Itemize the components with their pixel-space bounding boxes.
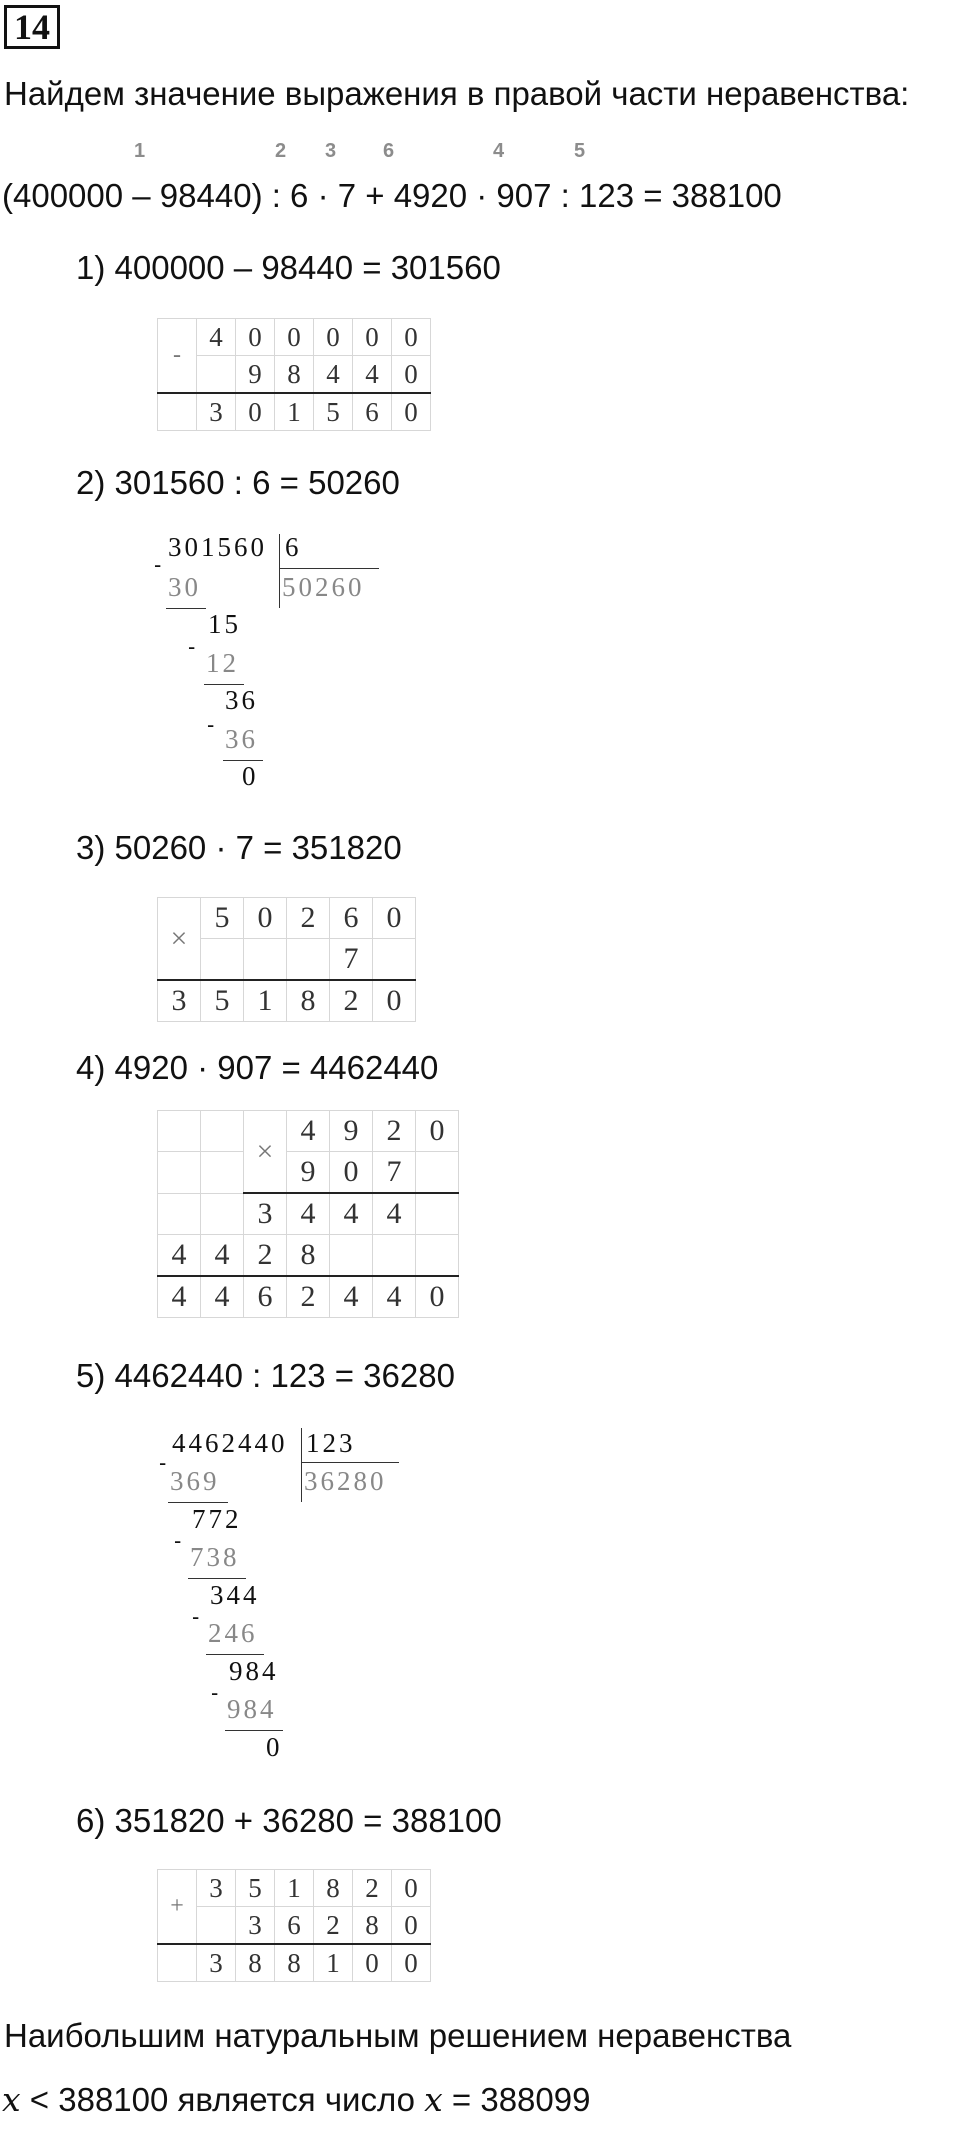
partial-digit: 4: [201, 1235, 244, 1277]
minus-sign: -: [207, 712, 215, 737]
mul-result-digit: 6: [244, 1276, 287, 1318]
mul-result-digit: 4: [158, 1276, 201, 1318]
add-digit: 2: [314, 1907, 353, 1945]
add-digit: 2: [353, 1870, 392, 1907]
multiplication-table-1: [157, 897, 416, 1022]
subtrahend: 12: [206, 648, 239, 678]
remainder: 0: [266, 1732, 283, 1762]
remainder: 984: [229, 1656, 279, 1686]
minus-sign: -: [188, 634, 196, 659]
mul-digit: 9: [330, 1111, 373, 1152]
mul-result-digit: 2: [330, 980, 373, 1022]
mul-result-digit: 1: [244, 980, 287, 1022]
conclusion-middle: < 388100 является число: [20, 2081, 425, 2118]
mul-result-digit: 2: [287, 1276, 330, 1318]
division-bar: [301, 1428, 302, 1502]
multiplication-table-2: [157, 1110, 459, 1318]
order-mark-4: 4: [493, 140, 505, 162]
partial-digit: 3: [244, 1193, 287, 1235]
divisor-line: [279, 568, 379, 569]
add-digit: 1: [275, 1870, 314, 1907]
dividend: 301560: [168, 532, 267, 562]
order-mark-1: 1: [134, 140, 146, 162]
add-result-digit: 0: [353, 1944, 392, 1982]
task-number: 14: [4, 5, 60, 49]
subtrahend: 246: [208, 1618, 258, 1648]
mul-digit: [373, 939, 416, 981]
underline: [168, 1502, 228, 1503]
minus-sign: -: [211, 1680, 219, 1705]
sub-digit: 4: [197, 319, 236, 356]
quotient: 36280: [304, 1466, 387, 1496]
partial-digit: 2: [244, 1235, 287, 1277]
order-mark-2: 2: [275, 140, 287, 162]
sub-digit: 0: [392, 319, 431, 356]
mul-digit: [287, 939, 330, 981]
subtrahend: 984: [227, 1694, 277, 1724]
add-digit: 6: [275, 1907, 314, 1945]
order-mark-5: 5: [574, 140, 586, 162]
mul-result-digit: 4: [330, 1276, 373, 1318]
subtraction-table: [157, 318, 431, 431]
mul-result-digit: 8: [287, 980, 330, 1022]
remainder: 36: [225, 685, 258, 715]
add-result-digit: 0: [392, 1944, 431, 1982]
sub-result-digit: 6: [353, 393, 392, 431]
mul-result-digit: 0: [373, 980, 416, 1022]
mul-digit: [416, 1152, 459, 1194]
underline: [166, 608, 206, 609]
sub-result-digit: 1: [275, 393, 314, 431]
sub-result-digit: 0: [392, 393, 431, 431]
minus-sign: -: [159, 1450, 167, 1475]
minus-sign: -: [174, 1528, 182, 1553]
sub-digit: 0: [353, 319, 392, 356]
step-6: 6) 351820 + 36280 = 388100: [76, 1802, 502, 1839]
partial-digit: 4: [330, 1193, 373, 1235]
add-digit: 8: [314, 1870, 353, 1907]
partial-digit: 4: [373, 1193, 416, 1235]
variable-x: x: [2, 2080, 21, 2119]
addition-table: [157, 1869, 431, 1982]
minus-sign: -: [158, 319, 197, 394]
subtrahend: 30: [168, 572, 201, 602]
sub-result-digit: 0: [236, 393, 275, 431]
add-digit: 8: [353, 1907, 392, 1945]
add-digit: 3: [197, 1870, 236, 1907]
remainder: 15: [208, 609, 241, 639]
mul-digit: 4: [287, 1111, 330, 1152]
sub-digit: 0: [392, 356, 431, 394]
mul-digit: 0: [373, 898, 416, 939]
mul-digit: 6: [330, 898, 373, 939]
main-expression: (400000 – 98440) : 6 · 7 + 4920 · 907 : 123 = 388100: [2, 177, 782, 214]
mul-digit: 0: [330, 1152, 373, 1194]
mul-result-digit: 4: [201, 1276, 244, 1318]
mul-digit: 2: [373, 1111, 416, 1152]
sub-digit: 9: [236, 356, 275, 394]
mul-result-digit: 3: [158, 980, 201, 1022]
sub-digit: 0: [275, 319, 314, 356]
times-sign: ×: [244, 1111, 287, 1194]
intro-text: Найдем значение выражения в правой части неравенства:: [4, 75, 910, 112]
step-4: 4) 4920 · 907 = 4462440: [76, 1049, 439, 1086]
add-digit: 5: [236, 1870, 275, 1907]
mul-digit: 7: [373, 1152, 416, 1194]
add-result-digit: 1: [314, 1944, 353, 1982]
underline: [206, 1654, 264, 1655]
underline: [225, 1730, 283, 1731]
mul-digit: 5: [201, 898, 244, 939]
partial-digit: 4: [287, 1193, 330, 1235]
mul-digit: 2: [287, 898, 330, 939]
add-digit: [197, 1907, 236, 1945]
subtrahend: 369: [170, 1466, 220, 1496]
add-digit: 3: [236, 1907, 275, 1945]
step-5: 5) 4462440 : 123 = 36280: [76, 1357, 455, 1394]
sub-digit: [197, 356, 236, 394]
partial-digit: 4: [158, 1235, 201, 1277]
sub-digit: 0: [314, 319, 353, 356]
mul-result-digit: 0: [416, 1276, 459, 1318]
order-mark-6: 6: [383, 140, 395, 162]
remainder: 772: [192, 1504, 242, 1534]
divisor-line: [301, 1462, 399, 1463]
divisor: 6: [285, 532, 302, 562]
sub-result-digit: 3: [197, 393, 236, 431]
variable-x: x: [424, 2080, 443, 2119]
conclusion-line-2: [2, 2080, 590, 2120]
conclusion-line-1: Наибольшим натуральным решением неравенства: [4, 2017, 792, 2054]
sub-digit: 4: [353, 356, 392, 394]
step-1: 1) 400000 – 98440 = 301560: [76, 249, 501, 286]
times-sign: ×: [158, 898, 201, 981]
quotient: 50260: [282, 572, 365, 602]
sub-result-digit: 5: [314, 393, 353, 431]
underline: [188, 1578, 246, 1579]
divisor: 123: [306, 1428, 356, 1458]
sub-digit: 0: [236, 319, 275, 356]
mul-digit: [244, 939, 287, 981]
mul-digit: 9: [287, 1152, 330, 1194]
minus-sign: -: [192, 1604, 200, 1629]
step-3: 3) 50260 · 7 = 351820: [76, 829, 402, 866]
add-result-digit: 3: [197, 1944, 236, 1982]
add-digit: 0: [392, 1907, 431, 1945]
dividend: 4462440: [172, 1428, 288, 1458]
order-mark-3: 3: [325, 140, 337, 162]
add-result-digit: 8: [236, 1944, 275, 1982]
mul-digit: 0: [416, 1111, 459, 1152]
mul-digit: 7: [330, 939, 373, 981]
sub-digit: 4: [314, 356, 353, 394]
mul-result-digit: 5: [201, 980, 244, 1022]
partial-digit: 8: [287, 1235, 330, 1277]
add-result-digit: 8: [275, 1944, 314, 1982]
conclusion-answer: = 388099: [442, 2081, 591, 2118]
subtrahend: 36: [225, 724, 258, 754]
mul-digit: 0: [244, 898, 287, 939]
mul-digit: [201, 939, 244, 981]
remainder: 344: [210, 1580, 260, 1610]
step-2: 2) 301560 : 6 = 50260: [76, 464, 400, 501]
mul-result-digit: 4: [373, 1276, 416, 1318]
minus-sign: -: [154, 552, 162, 577]
division-bar: [279, 534, 280, 608]
subtrahend: 738: [190, 1542, 240, 1572]
remainder: 0: [242, 761, 259, 791]
add-digit: 0: [392, 1870, 431, 1907]
sub-digit: 8: [275, 356, 314, 394]
plus-sign: +: [158, 1870, 197, 1945]
